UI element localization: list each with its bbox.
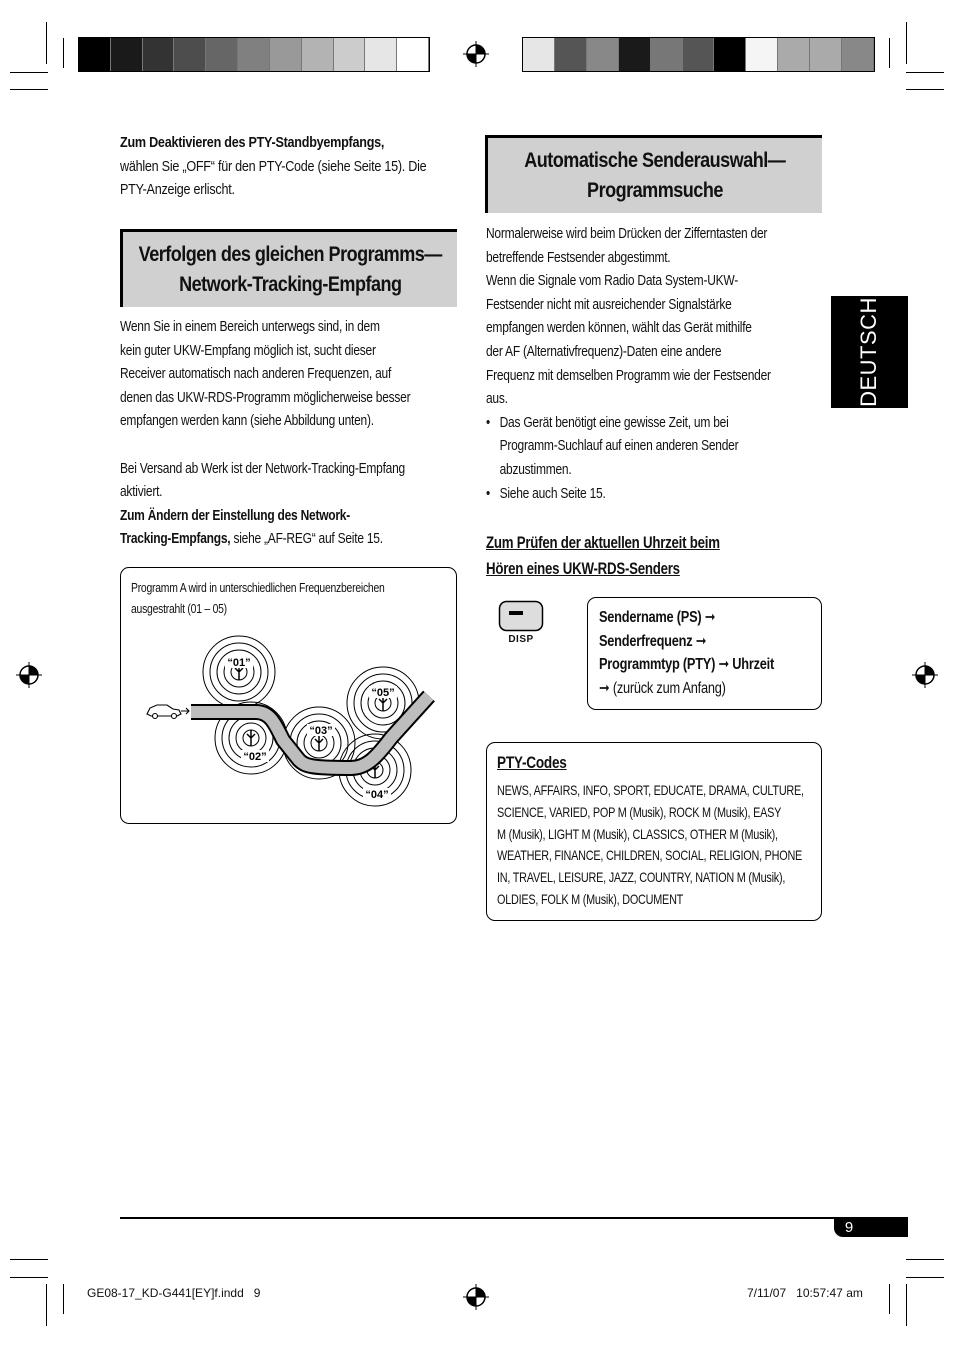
text-line: empfangen werden kann (siehe Abbildung unten). — [120, 412, 374, 430]
heading-line-1: Verfolgen des gleichen Programms— — [138, 242, 442, 266]
disp-button-icon — [498, 600, 544, 632]
page-number: 9 — [844, 1219, 854, 1236]
text-line: Festsender nicht mit ausreichender Signalstärke — [486, 295, 732, 313]
change-setting-bold: Zum Ändern der Einstellung des Network- — [120, 506, 351, 524]
coverage-label-01: “01” — [227, 657, 251, 669]
coverage-label-02: “02” — [243, 751, 267, 763]
text-line: Wenn die Signale vom Radio Data System-UKW- — [486, 272, 739, 290]
color-calibration-bar-left — [78, 37, 430, 72]
pty-standby-deactivate — [120, 131, 456, 202]
disp-label: DISP — [508, 634, 534, 645]
color-swatch — [111, 38, 143, 71]
color-swatch — [746, 38, 778, 71]
color-swatch — [714, 38, 746, 71]
network-tracking-figure — [120, 567, 457, 824]
text-line: empfangen werden können, wählt das Gerät mithilfe — [486, 319, 752, 337]
color-swatch — [555, 38, 587, 71]
display-sequence — [599, 606, 819, 700]
pty-codes-list — [497, 780, 815, 911]
color-swatch — [683, 38, 715, 71]
program-search-paragraph — [486, 222, 822, 505]
disp-button[interactable] — [498, 600, 544, 648]
coverage-label-03: “03” — [309, 725, 333, 737]
network-tracking-paragraph — [120, 315, 456, 551]
language-side-tab — [831, 296, 908, 408]
text-line: denen das UKW-RDS-Programm möglicherweise besser — [120, 388, 411, 406]
color-swatch — [778, 38, 810, 71]
seq-programmtyp: Programmtyp (PTY) — [599, 656, 716, 673]
arrow-right-icon: ➞ — [599, 679, 610, 697]
color-swatch — [174, 38, 206, 71]
color-swatch — [651, 38, 683, 71]
pty-line: OLDIES, FOLK M (Musik), DOCUMENT — [497, 890, 684, 907]
arrow-right-icon: ➞ — [704, 609, 716, 626]
bullet-item — [486, 482, 822, 506]
bullet-icon: • — [486, 413, 490, 431]
pty-codes-box — [486, 742, 822, 921]
pty-line: M (Musik), LIGHT M (Musik), CLASSICS, OTHER M (Musik), — [497, 825, 778, 842]
color-swatch — [238, 38, 270, 71]
text-line: aus. — [486, 390, 508, 408]
color-swatch — [143, 38, 175, 71]
check-time-subheading — [486, 530, 814, 582]
car-icon — [147, 705, 189, 719]
color-swatch — [270, 38, 302, 71]
subheading-line: Zum Prüfen der aktuellen Uhrzeit beim — [486, 533, 720, 552]
bullet-icon: • — [486, 484, 490, 502]
color-swatch — [842, 38, 874, 71]
page-number-tab — [834, 1218, 908, 1237]
text-line: Siehe auch Seite 15. — [499, 484, 606, 502]
color-swatch — [334, 38, 366, 71]
color-swatch — [619, 38, 651, 71]
text-line: Programm-Suchlauf auf einen anderen Sender — [499, 437, 739, 455]
heading-line-1: Automatische Senderauswahl— — [524, 148, 786, 172]
coverage-label-05: “05” — [371, 687, 395, 699]
text-line: Wenn Sie in einem Bereich unterwegs sind, in dem — [120, 318, 380, 335]
subheading-line: Hören eines UKW-RDS-Senders — [486, 559, 680, 578]
heading-line-2: Network-Tracking-Empfang — [178, 272, 402, 296]
footer-file: GE08-17_KD-G441[EY]f.indd 9 — [87, 1286, 261, 1300]
bullet-item — [486, 411, 822, 482]
color-swatch — [587, 38, 619, 71]
text-line: Das Gerät benötigt eine gewisse Zeit, um bei — [499, 413, 729, 431]
seq-sendername: Sendername (PS) — [599, 609, 702, 626]
heading-line-2: Programmsuche — [587, 178, 723, 202]
pty-line: SCIENCE, VARIED, POP M (Musik), ROCK M (Musik), EASY — [497, 803, 782, 820]
text-line: kein guter UKW-Empfang möglich ist, sucht dieser — [120, 341, 376, 359]
color-swatch — [397, 38, 429, 71]
network-tracking-heading-box — [120, 229, 457, 307]
seq-back-to-start: (zurück zum Anfang) — [612, 679, 726, 697]
program-search-heading-box — [485, 135, 822, 213]
seq-uhrzeit: Uhrzeit — [732, 656, 774, 673]
coverage-label-04: “04” — [365, 789, 389, 801]
pty-line: WEATHER, FINANCE, CHILDREN, SOCIAL, RELIGION, PHONE — [497, 847, 803, 864]
bottom-rule — [120, 1217, 908, 1219]
color-swatch — [810, 38, 842, 71]
text-line: Normalerweise wird beim Drücken der Zifferntasten der — [486, 225, 768, 242]
text-line: Bei Versand ab Werk ist der Network-Tracking-Empfang — [120, 459, 405, 477]
registration-mark-icon — [912, 662, 938, 688]
arrow-right-icon: ➞ — [695, 632, 707, 650]
frequency-coverage-diagram — [121, 568, 456, 823]
display-sequence-box — [587, 597, 822, 710]
pty-line: NEWS, AFFAIRS, INFO, SPORT, EDUCATE, DRAMA, CULTURE, — [497, 782, 804, 798]
color-swatch — [206, 38, 238, 71]
text-line: abzustimmen. — [499, 460, 572, 478]
text-line: Frequenz mit demselben Programm wie der Festsender — [486, 366, 771, 384]
text-line: der AF (Alternativfrequenz)-Daten eine andere — [486, 342, 722, 360]
arrow-right-icon: ➞ — [718, 656, 729, 673]
registration-mark-icon — [463, 41, 489, 67]
change-setting-text: siehe „AF-REG“ auf Seite 15. — [230, 530, 383, 548]
language-label: DEUTSCH — [856, 297, 881, 407]
text-line: betreffende Festsender abgestimmt. — [486, 248, 671, 266]
color-swatch — [523, 38, 555, 71]
caption-line: Programm A wird in unterschiedlichen Frequenzbereichen — [131, 580, 385, 595]
pty-line: IN, TRAVEL, LEISURE, JAZZ, COUNTRY, NATION M (Musik), — [497, 869, 786, 886]
color-swatch — [365, 38, 397, 71]
change-setting-bold-2: Tracking-Empfangs, — [120, 530, 231, 548]
color-swatch — [79, 38, 111, 71]
intro-text-2: PTY-Anzeige erlischt. — [120, 181, 235, 199]
footer-date: 7/11/07 10:57:47 am — [747, 1286, 863, 1300]
registration-mark-icon — [16, 662, 42, 688]
pty-codes-title: PTY-Codes — [497, 753, 567, 772]
color-swatch — [302, 38, 334, 71]
text-line: aktiviert. — [120, 483, 163, 501]
intro-text-1: wählen Sie „OFF“ für den PTY-Code (siehe Seite 15). Die — [120, 157, 427, 175]
color-calibration-bar-right — [522, 37, 875, 72]
registration-mark-icon — [463, 1284, 489, 1310]
text-line: Receiver automatisch nach anderen Frequenzen, auf — [120, 365, 392, 383]
intro-bold: Zum Deaktivieren des PTY-Standbyempfangs, — [120, 134, 385, 151]
seq-senderfrequenz: Senderfrequenz — [599, 632, 693, 650]
caption-line: ausgestrahlt (01 – 05) — [131, 601, 227, 616]
